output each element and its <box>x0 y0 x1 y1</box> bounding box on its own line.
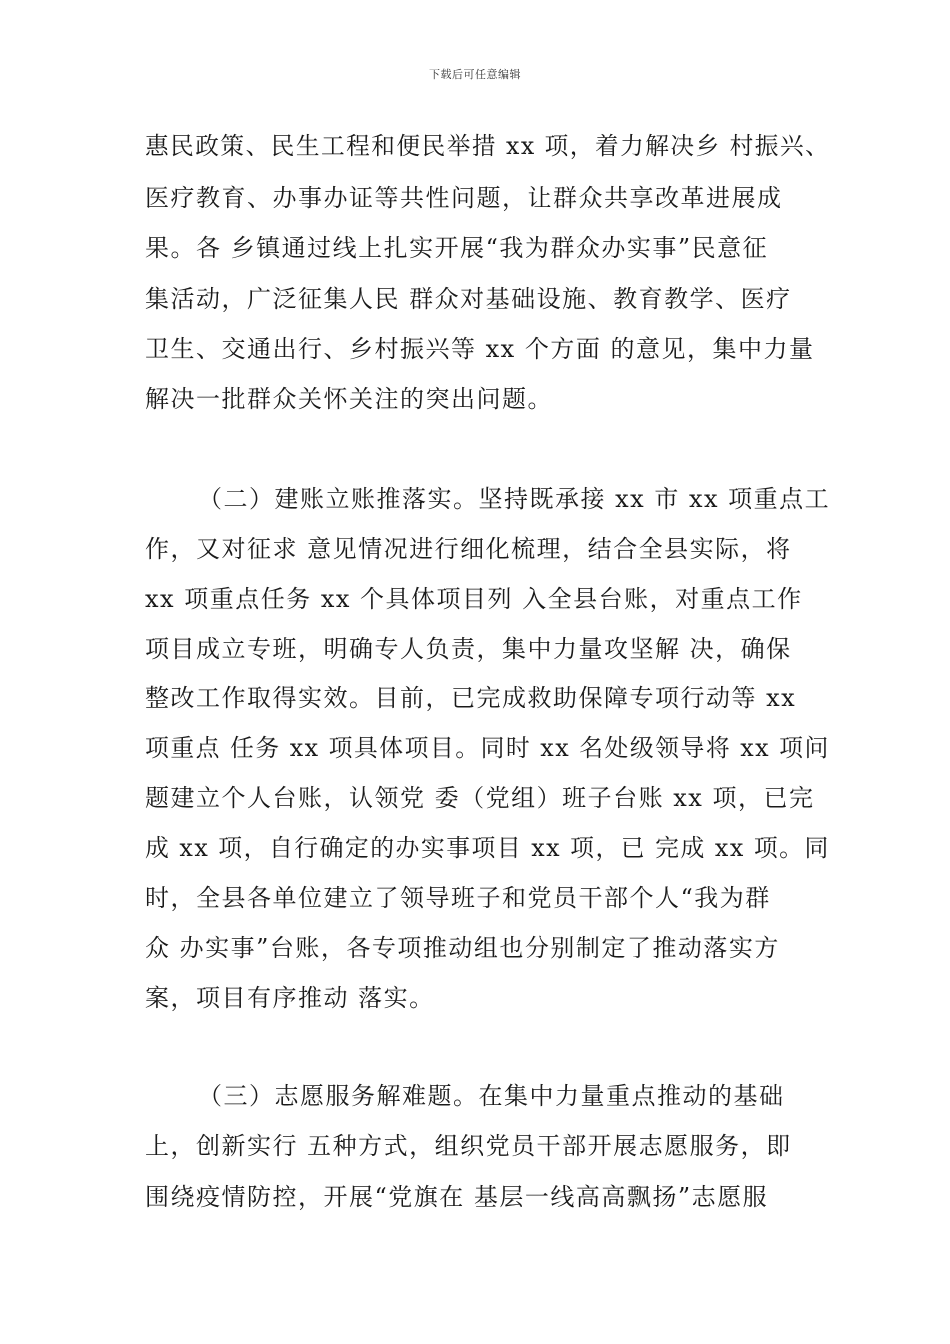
text-line: 项重点 任务 xx 项具体项目。同时 xx 名处级领导将 xx 项问 <box>145 734 830 762</box>
text-line: 众 办实事”台账，各专项推动组也分别制定了推动落实方 <box>145 934 780 962</box>
text-line: 案，项目有序推动 落实。 <box>145 984 435 1012</box>
text-line: 围绕疫情防控，开展“党旗在 基层一线高高飘扬”志愿服 <box>145 1183 769 1211</box>
text-line: 惠民政策、民生工程和便民举措 xx 项，着力解决乡 村振兴、 <box>145 132 831 160</box>
text-line: 解决一批群众关怀关注的突出问题。 <box>145 385 553 413</box>
text-line: xx 项重点任务 xx 个具体项目列 入全县台账，对重点工作 <box>145 585 803 613</box>
text-line: 集活动，广泛征集人民 群众对基础设施、教育教学、医疗 <box>145 285 792 313</box>
text-line: 果。各 乡镇通过线上扎实开展“我为群众办实事”民意征 <box>145 234 769 262</box>
text-line: 整改工作取得实效。目前，已完成救助保障专项行动等 xx <box>145 684 797 712</box>
text-line: 题建立个人台账，认领党 委（党组）班子台账 xx 项，已完 <box>145 784 815 812</box>
text-line: （二）建账立账推落实。坚持既承接 xx 市 xx 项重点工 <box>198 485 831 513</box>
text-line: 成 xx 项，自行确定的办实事项目 xx 项，已 完成 xx 项。同 <box>145 834 830 862</box>
text-line: （三）志愿服务解难题。在集中力量重点推动的基础 <box>198 1082 785 1110</box>
text-line: 项目成立专班，明确专人负责，集中力量攻坚解 决，确保 <box>145 635 792 663</box>
text-line: 作，又对征求 意见情况进行细化梳理，结合全县实际，将 <box>145 535 792 563</box>
page-header: 下载后可任意编辑 <box>429 68 521 81</box>
text-line: 卫生、交通出行、乡村振兴等 xx 个方面 的意见，集中力量 <box>145 335 815 363</box>
text-line: 医疗教育、办事办证等共性问题，让群众共享改革进展成 <box>145 184 783 212</box>
text-line: 时，全县各单位建立了领导班子和党员干部个人“我为群 <box>145 884 771 912</box>
text-line: 上，创新实行 五种方式，组织党员干部开展志愿服务，即 <box>145 1132 792 1160</box>
